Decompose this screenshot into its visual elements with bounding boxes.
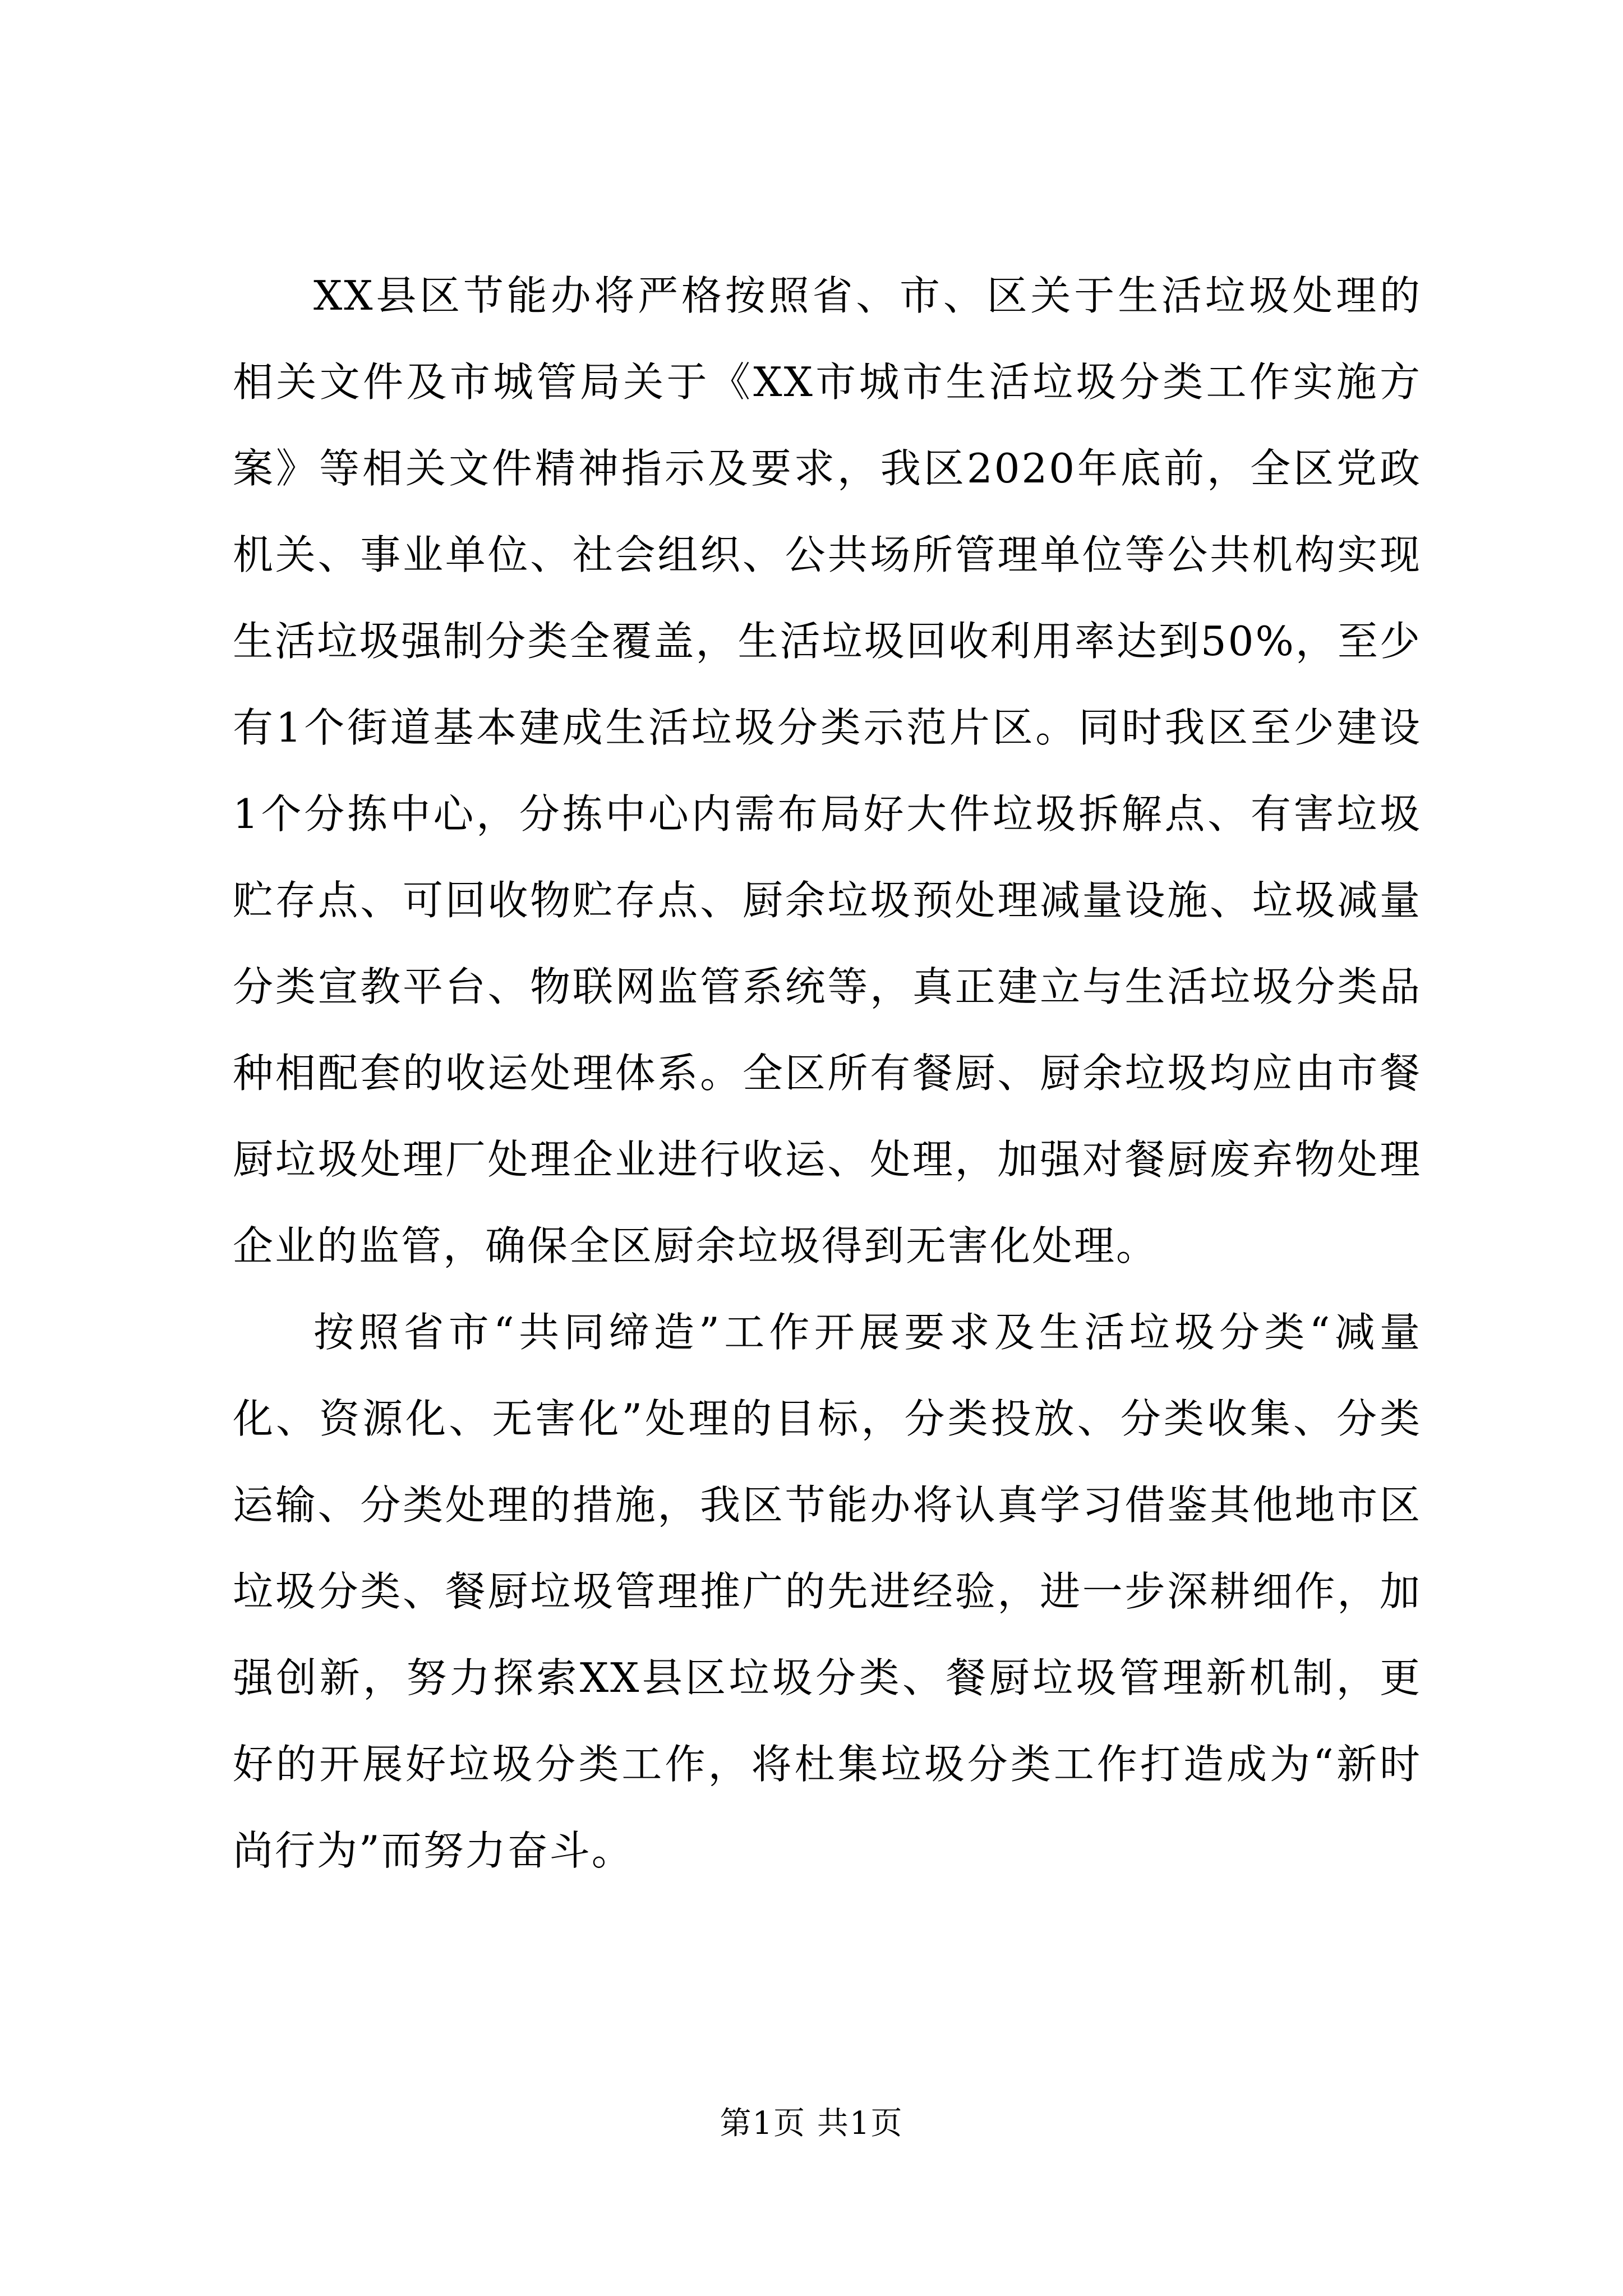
document-body <box>233 252 1422 1894</box>
paragraph-2: 按照省市“共同缔造”工作开展要求及生活垃圾分类“减量化、资源化、无害化”处理的目标，分类投放、分类收集、分类运输、分类处理的措施，我区节能办将认真学习借鉴其他地市区垃圾分类、餐厨垃圾管理推广的先进经验，进一步深耕细作，加强创新，努力探索XX县区垃圾分类、餐厨垃圾管理新机制，更好的开展好垃圾分类工作，将杜集垃圾分类工作打造成为“新时尚行为”而努力奋斗。 <box>233 1309 1422 1874</box>
paragraph-1: XX县区节能办将严格按照省、市、区关于生活垃圾处理的相关文件及市城管局关于《XX市城市生活垃圾分类工作实施方案》等相关文件精神指示及要求，我区2020年底前，全区党政机关、事业单位、社会组织、公共场所管理单位等公共机构实现生活垃圾强制分类全覆盖，生活垃圾回收利用率达到50%，至少有1个街道基本建成生活垃圾分类示范片区。同时我区至少建设1个分拣中心，分拣中心内需布局好大件垃圾拆解点、有害垃圾贮存点、可回收物贮存点、厨余垃圾预处理减量设施、垃圾减量分类宣教平台、物联网监管系统等，真正建立与生活垃圾分类品种相配套的收运处理体系。全区所有餐厨、厨余垃圾均应由市餐厨垃圾处理厂处理企业进行收运、处理，加强对餐厨废弃物处理企业的监管，确保全区厨余垃圾得到无害化处理。 <box>233 272 1422 1269</box>
page-number-footer: 第1页 共1页 <box>720 2105 903 2142</box>
